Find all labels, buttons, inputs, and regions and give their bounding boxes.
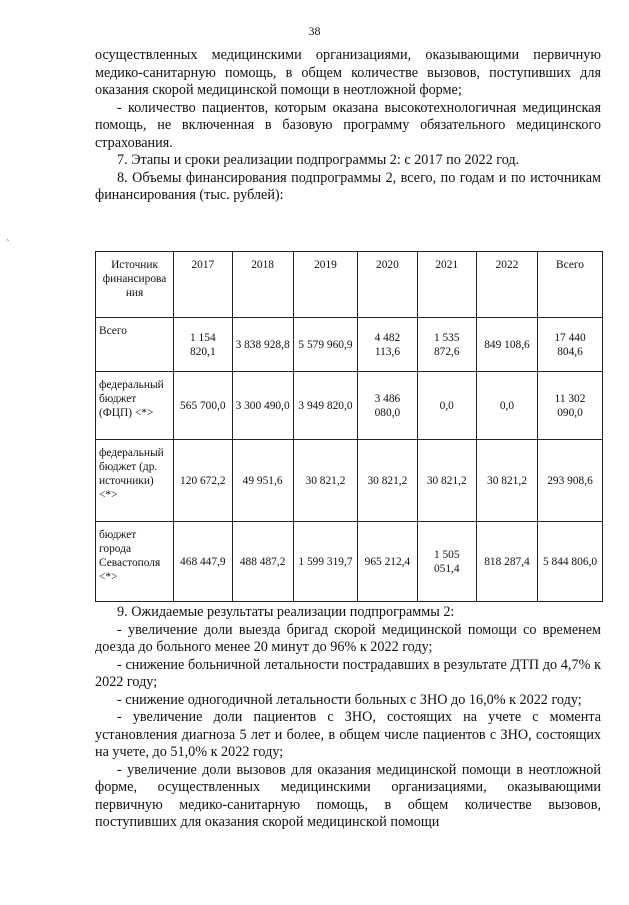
header-cell: 2019 [293,252,358,318]
table-cell: 1 505 051,4 [417,522,476,602]
table-cell: 293 908,6 [538,440,603,522]
table-cell: 1 154 820,1 [174,318,232,372]
row-label: бюджет города Севастополя <*> [96,522,174,602]
header-cell: 2017 [174,252,232,318]
top-text-block [95,47,601,205]
bottom-text-block [95,604,601,832]
table-cell: 30 821,2 [293,440,358,522]
table-header-row [96,252,603,318]
table-cell: 5 844 806,0 [538,522,603,602]
table-cell: 30 821,2 [417,440,476,522]
header-cell: Всего [538,252,603,318]
header-cell: 2021 [417,252,476,318]
table-cell: 4 482 113,6 [358,318,417,372]
paragraph: 7. Этапы и сроки реализации подпрограммы 2: с 2017 по 2022 год. [117,152,520,168]
header-cell: 2020 [358,252,417,318]
table-cell: 3 838 928,8 [232,318,293,372]
table-cell: 30 821,2 [358,440,417,522]
paragraph: 8. Объемы финансирования подпрограммы 2, всего, по годам и по источникам финансирования (тыс. рублей): [95,169,601,203]
row-label: федеральный бюджет (др. источники) <*> [96,440,174,522]
table-cell: 565 700,0 [174,372,232,440]
table-cell: 1 535 872,6 [417,318,476,372]
paragraph: 9. Ожидаемые результаты реализации подпрограммы 2: [117,604,455,620]
table-row [96,522,603,602]
table-cell: 849 108,6 [476,318,537,372]
paragraph: - снижение одногодичной летальности больных с ЗНО до 16,0% к 2022 году; [117,691,582,708]
table-cell: 0,0 [417,372,476,440]
paragraph: - снижение больничной летальности пострадавших в результате ДТП до 4,7% к 2022 году; [95,656,601,690]
table-cell: 3 486 080,0 [358,372,417,440]
header-cell: 2022 [476,252,537,318]
table-cell: 120 672,2 [174,440,232,522]
table-cell: 818 287,4 [476,522,537,602]
row-label: Всего [96,318,174,372]
table-row [96,440,603,522]
table-cell: 3 300 490,0 [232,372,293,440]
table-cell: 965 212,4 [358,522,417,602]
table-cell: 17 440 804,6 [538,318,603,372]
table-cell: 468 447,9 [174,522,232,602]
paragraph: - увеличение доли выезда бригад скорой медицинской помощи со временем доезда до больного менее 20 минут до 96% к 2022 году; [95,621,601,655]
paragraph: осуществленных медицинскими организациями, оказывающими первичную медико-санитарную помощь, в общем количестве вызовов, поступивших для оказания скорой медицинской помощи в неотложной форме; [95,47,601,98]
table-cell: 1 599 319,7 [293,522,358,602]
header-cell: 2018 [232,252,293,318]
table-row [96,372,603,440]
table-cell: 488 487,2 [232,522,293,602]
table-cell: 0,0 [476,372,537,440]
header-cell: Источник финансирова ния [96,252,174,318]
table-cell: 5 579 960,9 [293,318,358,372]
page-number: 38 [308,24,321,38]
financing-table [95,251,603,602]
paragraph: - количество пациентов, которым оказана высокотехнологичная медицинская помощь, не включенная в базовую программу обязательного медицинского страхования. [95,99,601,151]
table-cell: 30 821,2 [476,440,537,522]
table-cell: 49 951,6 [232,440,293,522]
row-label: федеральный бюджет (ФЦП) <*> [96,372,174,440]
paragraph: - увеличение доли вызовов для оказания медицинской помощи в неотложной форме, осуществленных медицинскими организациями, оказывающими первичную медико-санитарную помощь, в общем количестве вызовов, поступивших для оказания скорой медицинской помощи [95,761,601,830]
paragraph: - увеличение доли пациентов с ЗНО, состоящих на учете с момента установления диагноза 5 лет и более, в общем числе пациентов с ЗНО, состоящих на учете, до 51,0% к 2022 году; [95,709,601,760]
table-row [96,318,603,372]
table-cell: 11 302 090,0 [538,372,603,440]
table-cell: 3 949 820,0 [293,372,358,440]
stray-mark: ` [6,238,10,250]
